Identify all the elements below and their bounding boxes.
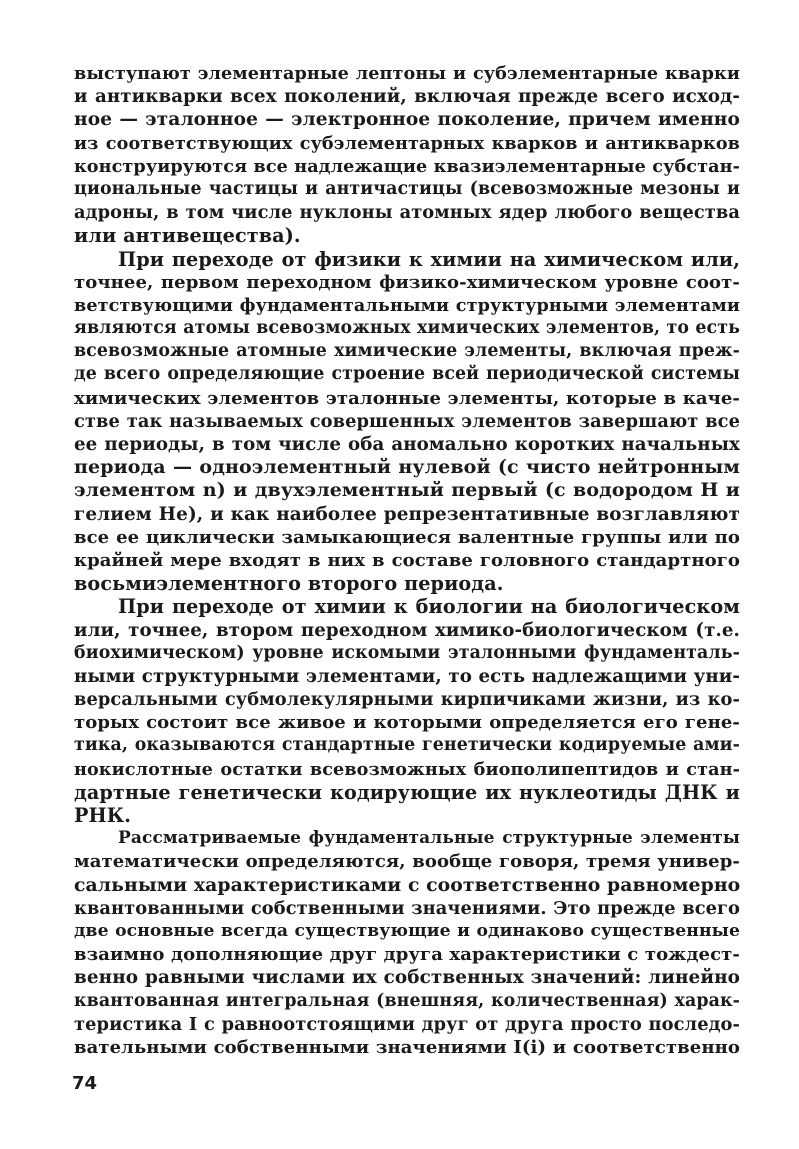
paragraph-1 — [74, 62, 740, 248]
text-line: ное — эталонное — электронное поколение, причем именно — [74, 109, 740, 131]
text-line: гелием He), и как наиболее репрезентативные возглавляют — [74, 503, 740, 525]
text-line: крайней мере входят в них в составе головного стандартного — [74, 549, 740, 571]
text-line: квантованная интегральная (внешняя, количественная) харак- — [74, 990, 740, 1011]
text-line: конструируются все надлежащие квазиэлементарные субстан- — [74, 155, 740, 177]
text-line: тика, оказываются стандартные генетически кодируемые ами- — [74, 735, 740, 756]
text-line: являются атомы всевозможных химических элементов, то есть — [74, 318, 740, 339]
text-line: дартные генетически кодирующие их нуклеотиды ДНК и — [74, 780, 740, 804]
paragraph-4 — [74, 827, 740, 1059]
text-line: точнее, первом переходном физико-химическом уровне соот- — [74, 271, 740, 293]
text-line: адроны, в том числе нуклоны атомных ядер любого вещества — [74, 202, 740, 224]
text-line: венно равными числами их собственных значений: линейно — [74, 967, 740, 989]
text-line: сальными характеристиками с соответственно равномерно — [74, 873, 741, 896]
text-line: версальными субмолекулярными кирпичиками жизни, из ко- — [74, 689, 740, 711]
text-line: вательными собственными значениями I(i) и соответственно — [74, 1036, 740, 1058]
text-line: ее периоды, в том числе оба аномально коротких начальных — [74, 434, 740, 455]
text-line: ными структурными элементами, то есть надлежащими уни- — [74, 665, 740, 687]
text-line: или, точнее, втором переходном химико-биологическом (т.е. — [74, 619, 740, 641]
text-line: теристика I с равноотстоящими друг от друга просто последо- — [74, 1013, 740, 1035]
text-line: стве так называемых совершенных элементов завершают все — [74, 410, 740, 432]
text-line: периода — одноэлементный нулевой (с чисто нейтронным — [74, 456, 740, 479]
text-line: Рассматриваемые фундаментальные структурные элементы — [118, 828, 740, 849]
text-line: выступают элементарные лептоны и субэлементарные кварки — [74, 63, 740, 84]
text-line: При переходе от химии к биологии на биологическом — [118, 595, 740, 619]
text-line: математически определяются, вообще говоря, тремя универ- — [74, 851, 740, 873]
text-line: РНК. — [74, 804, 132, 827]
text-line: всевозможные атомные химические элементы, включая преж- — [74, 341, 740, 362]
text-line: торых состоит все живое и которыми определяется его гене- — [74, 712, 740, 734]
page-body — [74, 62, 740, 1059]
text-line: элементом n) и двухэлементный первый (с водородом H и — [74, 479, 740, 502]
text-line: взаимно дополняющие друг друга характеристики с тождест- — [74, 944, 740, 966]
text-line: восьмиэлементного второго периода. — [74, 572, 504, 596]
text-line: квантованными собственными значениями. Это прежде всего — [74, 897, 740, 919]
page-number: 74 — [72, 1073, 98, 1094]
text-line: из соответствующих субэлементарных кварков и антикварков — [74, 132, 740, 154]
text-line: или антивещества). — [74, 224, 301, 248]
text-line: циональные частицы и античастицы (всевозможные мезоны и — [74, 178, 740, 199]
text-line: все ее циклически замыкающиеся валентные группы или по — [74, 526, 740, 548]
text-line: и антикварки всех поколений, включая прежде всего исход- — [74, 86, 740, 108]
text-line: ветствующими фундаментальными структурными элементами — [74, 294, 740, 316]
paragraph-2 — [74, 248, 740, 596]
paragraph-3 — [74, 595, 740, 827]
text-line: нокислотные остатки всевозможных биополипептидов и стан- — [74, 758, 740, 780]
text-line: химических элементов эталонные элементы, которые в каче- — [74, 387, 740, 409]
text-line: При переходе от физики к химии на химическом или, — [118, 247, 740, 271]
text-line: две основные всегда существующие и одинаково существенные — [74, 920, 740, 941]
text-line: де всего определяющие строение всей периодической системы — [74, 364, 740, 385]
text-line: биохимическом) уровне искомыми эталонными фундаменталь- — [74, 642, 740, 663]
